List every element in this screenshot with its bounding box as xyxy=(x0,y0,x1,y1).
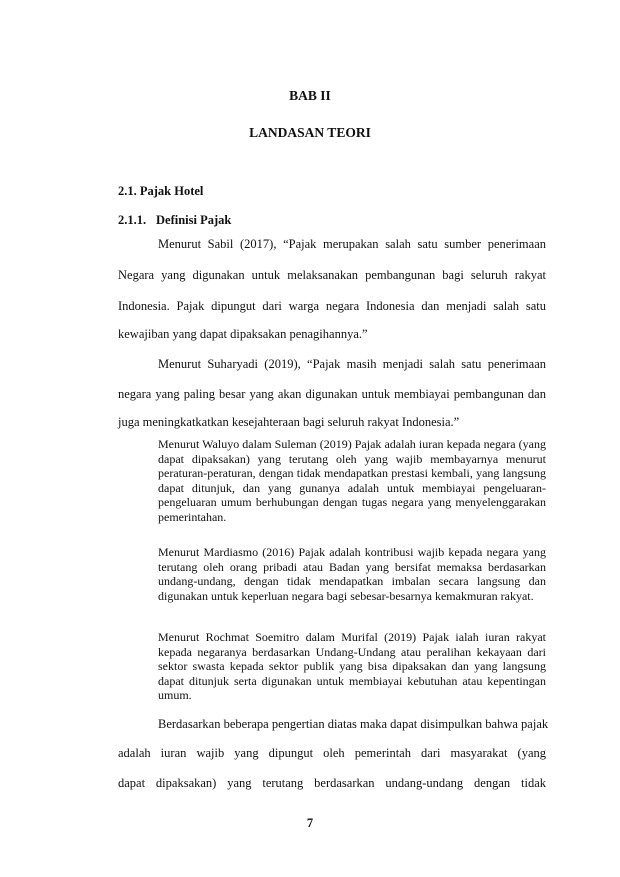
block-quote-mardiasmo: Menurut Mardiasmo (2016) Pajak adalah kontribusi wajib kepada negara yang terutang oleh orang pribadi atau Badan yang bersifat memaksa berdasarkan undang-undang, dengan tidak mendapatkan imbalan secara langsung dan digunakan untuk keperluan negara bagi sebesar-besarnya kemakmuran rakyat. xyxy=(158,545,546,603)
page-number: 7 xyxy=(306,816,314,830)
paragraph-2-line: negara yang paling besar yang akan digunakan untuk membiayai pembangunan dan xyxy=(118,387,546,401)
subsection-number: 2.1.1. xyxy=(118,213,147,227)
paragraph-2-line: Menurut Suharyadi (2019), “Pajak masih menjadi salah satu penerimaan xyxy=(158,357,546,371)
subsection-heading-2-1-1 xyxy=(118,213,231,228)
paragraph-3-line: Berdasarkan beberapa pengertian diatas maka dapat disimpulkan bahwa pajak xyxy=(158,717,549,731)
paragraph-3-line: dapat dipaksakan) yang terutang berdasarkan undang-undang dengan tidak xyxy=(118,776,546,790)
block-quote-waluyo: Menurut Waluyo dalam Suleman (2019) Pajak adalah iuran kepada negara (yang dapat dipaksakan) yang terutang oleh yang wajib membayarnya menurut peraturan-peraturan, dengan tidak mendapatkan prestasi kembali, yang langsung dapat ditunjuk, dan yang gunanya adalah untuk membiayai pengeluaran-pengeluaran umum berhubungan dengan tugas negara yang menyelenggarakan pemerintahan. xyxy=(158,437,546,524)
chapter-title: LANDASAN TEORI xyxy=(249,125,371,140)
paragraph-1-line: Menurut Sabil (2017), “Pajak merupakan salah satu sumber penerimaan xyxy=(158,237,546,251)
paragraph-1-line: Negara yang digunakan untuk melaksanakan pembangunan bagi seluruh rakyat xyxy=(118,268,546,282)
block-quote-soemitro: Menurut Rochmat Soemitro dalam Murifal (2019) Pajak ialah iuran rakyat kepada negaranya berdasarkan Undang-Undang atau peralihan kekayaan dari sektor swasta kepada sektor publik yang bisa dipaksakan dan yang langsung dapat ditunjuk serta digunakan untuk membiayai kebutuhan atau kepentingan umum. xyxy=(158,630,546,703)
subsection-title: Definisi Pajak xyxy=(156,213,232,227)
paragraph-1-line: kewajiban yang dapat dipaksakan penagihannya.” xyxy=(118,327,368,341)
paragraph-1-line: Indonesia. Pajak dipungut dari warga negara Indonesia dan menjadi salah satu xyxy=(118,299,546,313)
paragraph-2-line: juga meningkatkatkan kesejahteraan bagi seluruh rakyat Indonesia.” xyxy=(118,415,460,429)
section-heading-2-1: 2.1. Pajak Hotel xyxy=(118,184,204,198)
paragraph-3-line: adalah iuran wajib yang dipungut oleh pemerintah dari masyarakat (yang xyxy=(118,746,546,760)
chapter-heading: BAB II xyxy=(289,88,331,103)
